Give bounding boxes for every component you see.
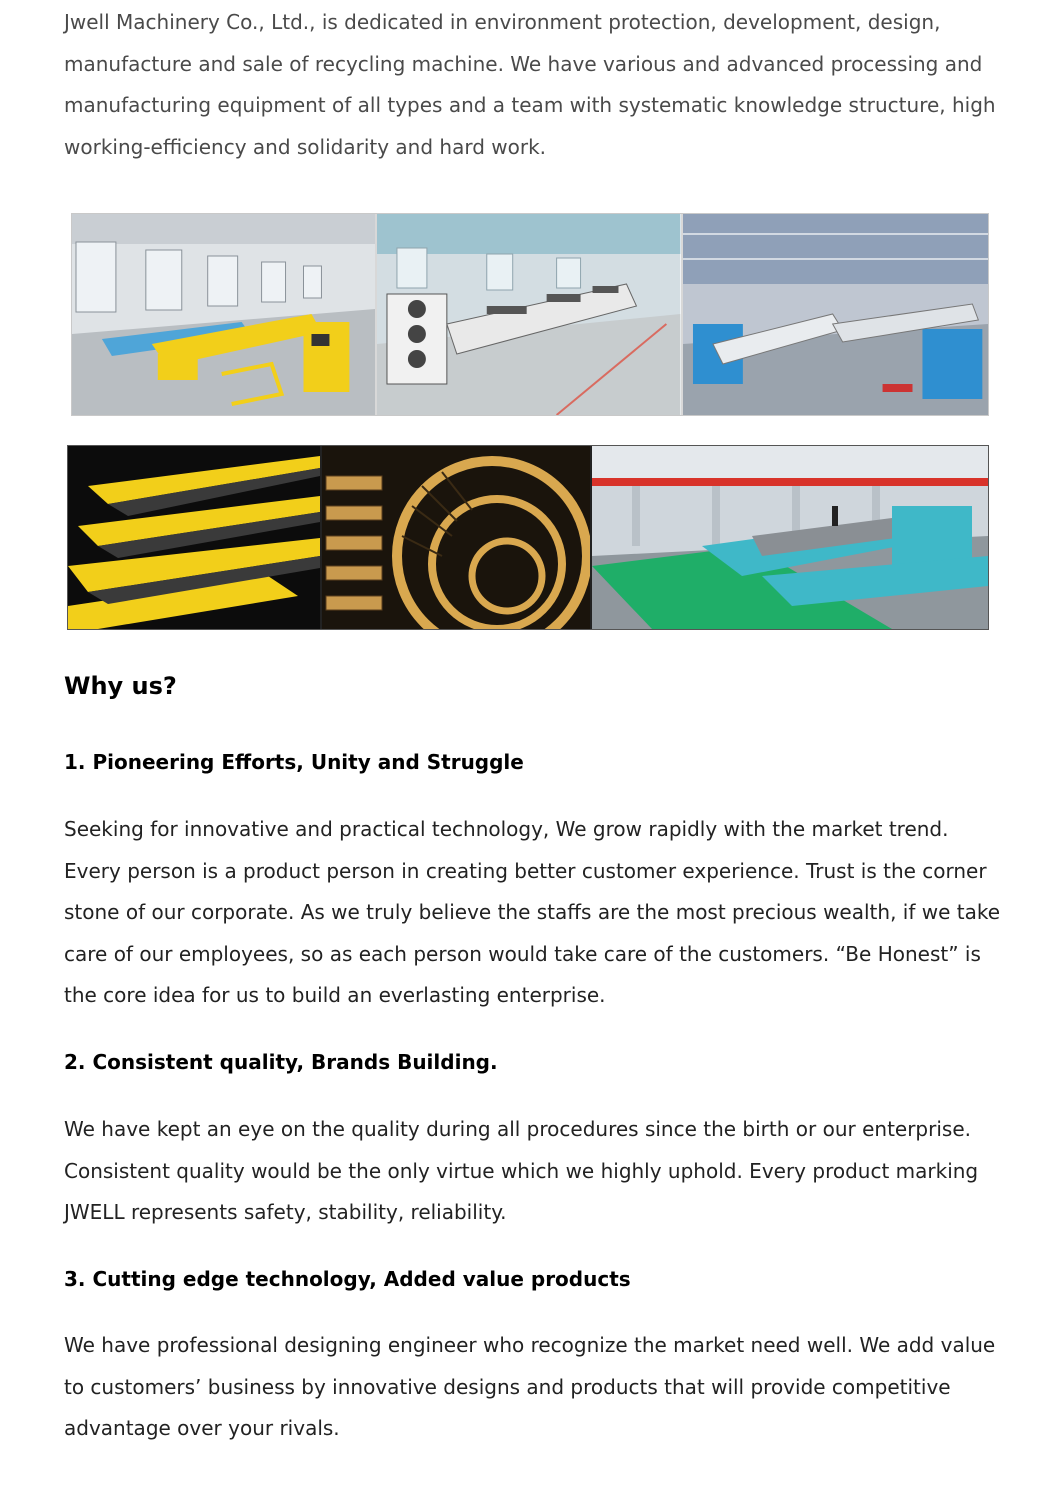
screw-flights-photo xyxy=(68,446,320,629)
factory-photo-sheet-line xyxy=(377,214,680,415)
factory-photo-row-bottom xyxy=(67,445,989,630)
gear-spiral-photo xyxy=(322,446,590,629)
section-2-heading: 2. Consistent quality, Brands Building. xyxy=(64,1050,498,1074)
large-lathe-workshop-photo xyxy=(592,446,988,629)
section-1-heading: 1. Pioneering Efforts, Unity and Struggle xyxy=(64,750,524,774)
section-2-body: We have kept an eye on the quality during all procedures since the birth or our enterprise. Consistent quality would be the only virtue which we highly uphold. Every product marking JWELL represents safety, stability, reliability. xyxy=(64,1117,979,1224)
section-3-heading: 3. Cutting edge technology, Added value products xyxy=(64,1267,631,1291)
factory-photo-yellow-extruders xyxy=(72,214,375,415)
intro-paragraph: Jwell Machinery Co., Ltd., is dedicated in environment protection, development, design, manufacture and sale of recycling machine. We have various and advanced processing and manufacturing equipment of all types and a team with systematic knowledge structure, high working-efficiency and solidarity and hard work. xyxy=(64,10,996,159)
factory-photo-row-top xyxy=(71,213,989,416)
why-us-heading: Why us? xyxy=(64,672,177,700)
section-1-body: Seeking for innovative and practical technology, We grow rapidly with the market trend. Every person is a product person in creating better customer experience. Trust is the corner stone of our corporate. As we truly believe the staffs are the most precious wealth, if we take care of our employees, so as each person would take care of the customers. “Be Honest” is the core idea for us to build an everlasting enterprise. xyxy=(64,817,1001,1007)
section-3-body: We have professional designing engineer who recognize the market need well. We add value to customers’ business by innovative designs and products that will provide competitive advantage over your rivals. xyxy=(64,1333,996,1440)
factory-photo-pipe-line xyxy=(683,214,988,415)
